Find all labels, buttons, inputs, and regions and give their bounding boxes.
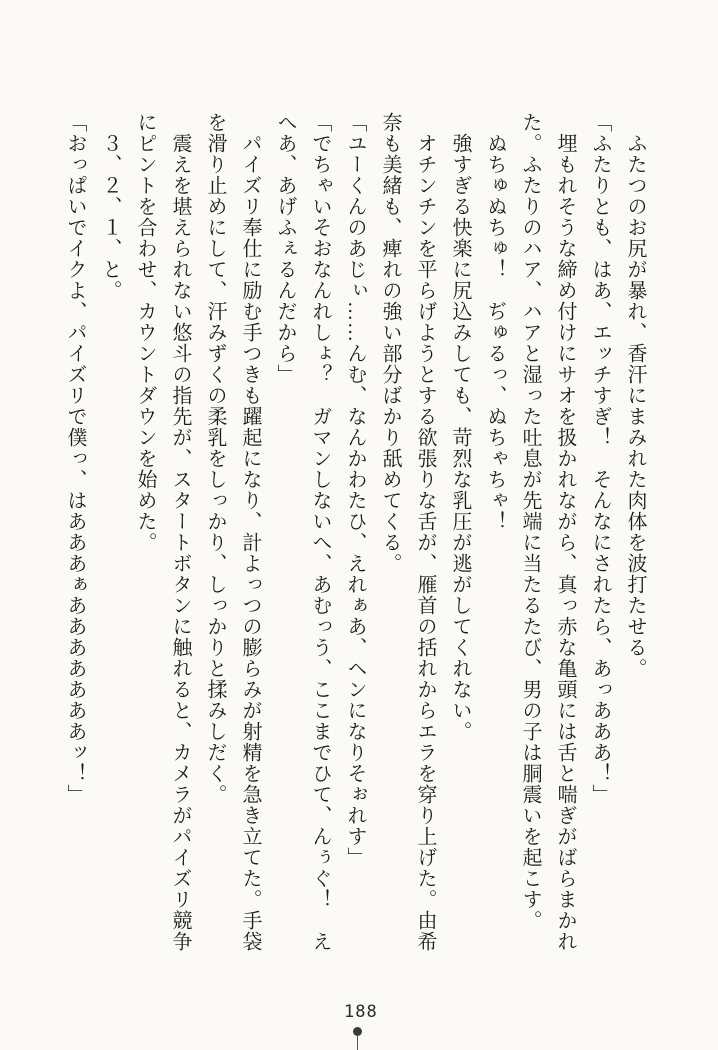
binding-mark-stem (357, 1035, 358, 1050)
paragraph: オチンチンを平らげようとする欲張りな舌が、雁首の括れからエラを穿り上げた。由希奈も美緒も、痺れの強い部分ばかり舐めてくる。 (379, 112, 436, 952)
paragraph-dialogue: 「おっぱいでイクよ、パイズリで僕っ、はあああぁあああああああッ！」 (64, 112, 86, 805)
paragraph: ３、２、１、と。 (99, 133, 121, 301)
paragraph: パイズリ奉仕に励む手つきも躍起になり、計よっつの膨らみが射精を急き立てた。手袋を滑り止めにして、汗みずくの柔乳をしっかり、しっかりと揉みしだく。 (204, 112, 261, 952)
paragraph-dialogue: 「ふたりとも、はあ、エッチすぎ！ そんなにされたら、あっあああ！」 (589, 112, 611, 805)
paragraph: ふたつのお尻が暴れ、香汗にまみれた肉体を波打たせる。 (624, 133, 646, 679)
paragraph: 埋もれそうな締め付けにサオを扱かれながら、真っ赤な亀頭には舌と喘ぎがばらまかれた。ふたりのハア、ハアと湿った吐息が先端に当たるたび、男の子は胴震いを起こす。 (519, 112, 576, 952)
page-number: 188 (344, 1002, 378, 1022)
paragraph-dialogue: 「ユーくんのあじぃ……んむ、なんかわたひ、えれぁあ、ヘンになりそぉれす」 (344, 112, 366, 868)
page-text (57, 112, 652, 954)
paragraph-dialogue: 「でちゃいそおなんれしょ？ ガマンしないへ、あむっう、ここまでひて、んぅぐ！ えへあ、あげふぇるんだから」 (274, 112, 331, 952)
page-footer (0, 1000, 718, 1050)
binding-mark-icon (353, 1027, 363, 1050)
paragraph: 強すぎる快楽に尻込みしても、苛烈な乳圧が逃がしてくれない。 (449, 133, 471, 742)
paragraph: ぬちゅぬちゅ！ ぢゅるっ、ぬちゃちゃ！ (484, 133, 506, 532)
paragraph: 震えを堪えられない悠斗の指先が、スタートボタンに触れると、カメラがパイズリ競争にピントを合わせ、カウントダウンを始めた。 (134, 112, 191, 952)
